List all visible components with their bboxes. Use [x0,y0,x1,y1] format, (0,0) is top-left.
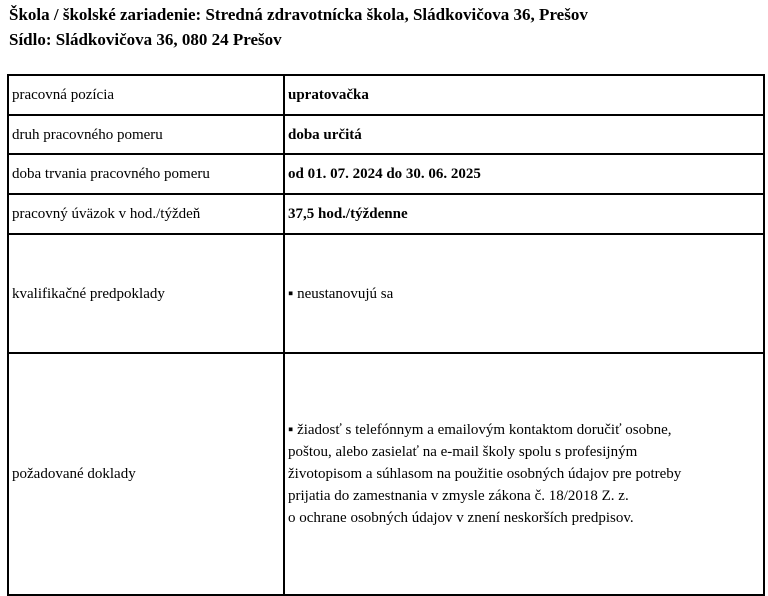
row-label: kvalifikačné predpoklady [8,234,284,353]
table-row [8,154,764,194]
row-value: doba určitá [284,115,764,154]
table-row [8,115,764,154]
table-row [8,194,764,234]
value-line: životopisom a súhlasom na použitie osobných údajov pre potreby [288,466,682,482]
document-header [9,2,768,52]
row-value: 37,5 hod./týždenne [284,194,764,234]
row-value: upratovačka [284,75,764,115]
row-label: druh pracovného pomeru [8,115,284,154]
school-name-line: Škola / školské zariadenie: Stredná zdravotnícka škola, Sládkovičova 36, Prešov [9,5,588,24]
table-row [8,234,764,353]
job-details-table [7,74,765,596]
value-line: prijatia do zamestnania v zmysle zákona č. 18/2018 Z. z. [288,488,629,504]
school-seat-line: Sídlo: Sládkovičova 36, 080 24 Prešov [9,30,282,49]
row-value [284,353,764,595]
row-value: od 01. 07. 2024 do 30. 06. 2025 [284,154,764,194]
table-row [8,75,764,115]
value-line: ▪ žiadosť s telefónnym a emailovým kontaktom doručiť osobne, [288,422,672,438]
row-label: pracovný úväzok v hod./týždeň [8,194,284,234]
row-label: požadované doklady [8,353,284,595]
value-line: o ochrane osobných údajov v znení neskorších predpisov. [288,510,634,526]
row-value: ▪ neustanovujú sa [284,234,764,353]
value-line: poštou, alebo zasielať na e-mail školy spolu s profesijným [288,444,638,460]
row-label: pracovná pozícia [8,75,284,115]
row-label: doba trvania pracovného pomeru [8,154,284,194]
table-row [8,353,764,595]
